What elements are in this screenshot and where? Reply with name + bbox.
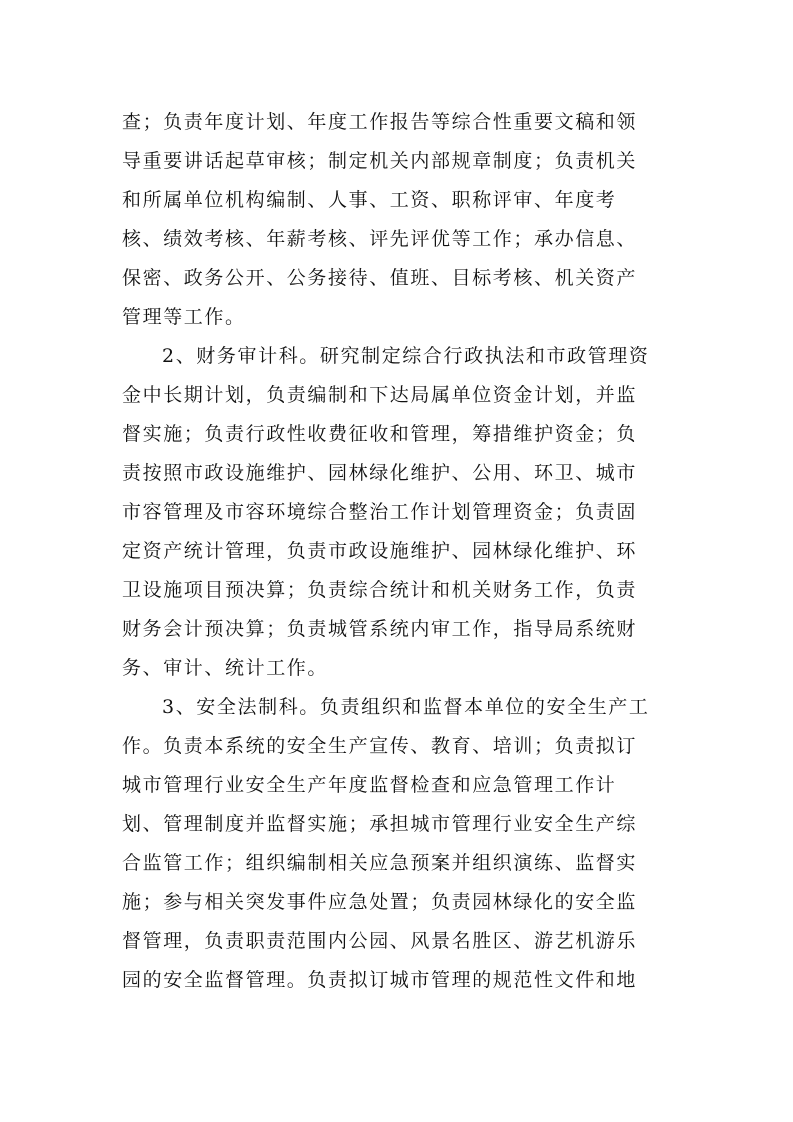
text-line: 督实施；负责行政性收费征收和管理，筹措维护资金；负 <box>122 423 638 445</box>
text-line: 施；参与相关突发事件应急处置；负责园林绿化的安全监 <box>122 891 638 913</box>
text-line: 卫设施项目预决算；负责综合统计和机关财务工作，负责 <box>122 579 638 601</box>
text-line: 导重要讲话起草审核；制定机关内部规章制度；负责机关 <box>122 150 638 172</box>
section-heading-line: 2、财务审计科。研究制定综合行政执法和市政管理资 <box>162 345 650 367</box>
text-line: 和所属单位机构编制、人事、工资、职称评审、年度考 <box>122 189 617 211</box>
text-line: 划、管理制度并监督实施；承担城市管理行业安全生产综 <box>122 813 638 835</box>
text-line: 责按照市政设施维护、园林绿化维护、公用、环卫、城市 <box>122 462 638 484</box>
text-line: 查；负责年度计划、年度工作报告等综合性重要文稿和领 <box>122 111 638 133</box>
text-line: 作。负责本系统的安全生产宣传、教育、培训；负责拟订 <box>122 735 638 757</box>
body-text <box>122 103 682 1000</box>
text-line: 合监管工作；组织编制相关应急预案并组织演练、监督实 <box>122 852 638 874</box>
text-line: 核、绩效考核、年薪考核、评先评优等工作；承办信息、 <box>122 228 638 250</box>
text-line: 金中长期计划，负责编制和下达局属单位资金计划，并监 <box>122 384 638 406</box>
text-line: 管理等工作。 <box>122 306 246 328</box>
text-line: 财务会计预决算；负责城管系统内审工作，指导局系统财 <box>122 618 638 640</box>
section-heading-line: 3、安全法制科。负责组织和监督本单位的安全生产工 <box>162 696 650 718</box>
text-line: 务、审计、统计工作。 <box>122 657 329 679</box>
text-line: 保密、政务公开、公务接待、值班、目标考核、机关资产 <box>122 267 638 289</box>
text-line: 城市管理行业安全生产年度监督检查和应急管理工作计 <box>122 774 617 796</box>
text-line: 市容管理及市容环境综合整治工作计划管理资金；负责固 <box>122 501 638 523</box>
text-line: 园的安全监督管理。负责拟订城市管理的规范性文件和地 <box>122 969 638 991</box>
text-line: 定资产统计管理，负责市政设施维护、园林绿化维护、环 <box>122 540 638 562</box>
text-line: 督管理，负责职责范围内公园、风景名胜区、游艺机游乐 <box>122 930 638 952</box>
